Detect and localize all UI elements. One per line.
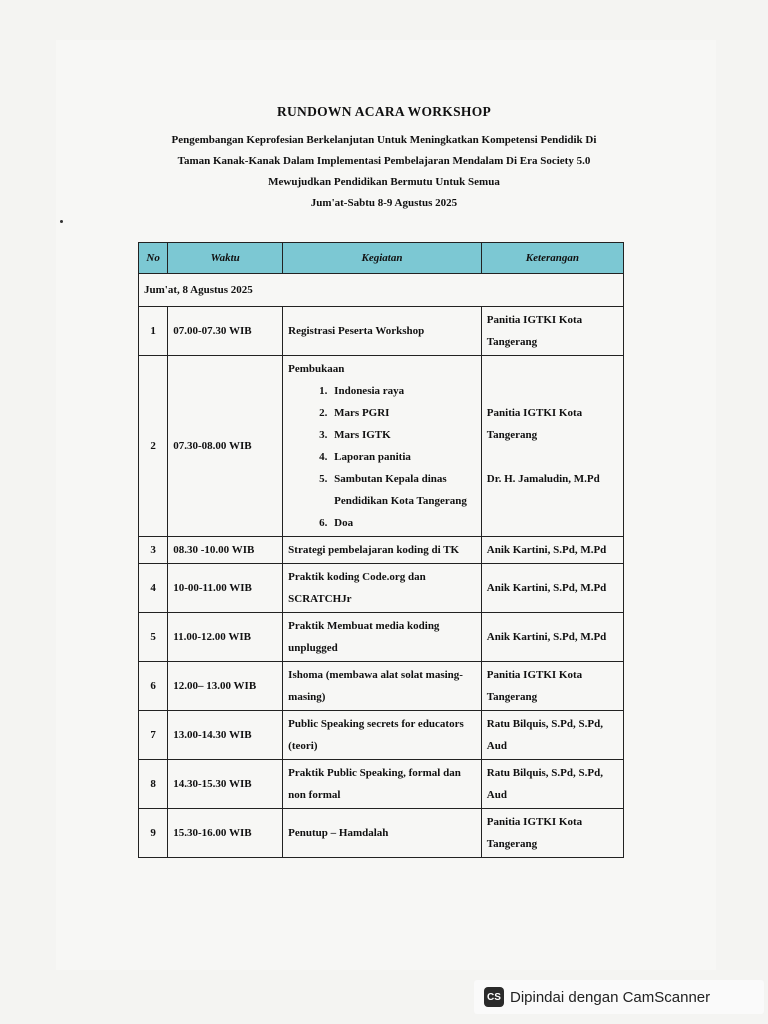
cell-waktu: 15.30-16.00 WIB bbox=[168, 809, 283, 858]
cell-keterangan bbox=[481, 356, 623, 537]
cell-waktu: 07.30-08.00 WIB bbox=[168, 356, 283, 537]
table-row bbox=[139, 662, 624, 711]
subtitle-line: Taman Kanak-Kanak Dalam Implementasi Pembelajaran Mendalam Di Era Society 5.0 bbox=[177, 155, 591, 167]
cell-kegiatan: Public Speaking secrets for educators (teori) bbox=[283, 711, 482, 760]
rundown-table bbox=[138, 242, 624, 858]
cell-waktu: 10-00-11.00 WIB bbox=[168, 564, 283, 613]
event-date: Jum'at-Sabtu 8-9 Agustus 2025 bbox=[310, 197, 458, 209]
cell-no: 4 bbox=[139, 564, 168, 613]
keterangan-committee: Panitia IGTKI Kota Tangerang bbox=[486, 407, 583, 441]
header-keterangan: Keterangan bbox=[481, 243, 623, 274]
table-row bbox=[139, 537, 624, 564]
document-subtitle bbox=[0, 130, 768, 214]
day-label: Jum'at, 8 Agustus 2025 bbox=[139, 274, 624, 307]
cell-keterangan: Panitia IGTKI Kota Tangerang bbox=[481, 307, 623, 356]
cell-waktu: 12.00– 13.00 WIB bbox=[168, 662, 283, 711]
agenda-item: 5. Sambutan Kepala dinas Pendidikan Kota Tangerang bbox=[330, 468, 476, 512]
agenda-item: 1. Indonesia raya bbox=[330, 380, 476, 402]
keterangan-official: Dr. H. Jamaludin, M.Pd bbox=[486, 473, 600, 485]
cell-no: 5 bbox=[139, 613, 168, 662]
camscanner-watermark bbox=[474, 980, 764, 1014]
document-title: RUNDOWN ACARA WORKSHOP bbox=[276, 104, 492, 119]
agenda-item: 6. Doa bbox=[330, 512, 476, 534]
table-row bbox=[139, 613, 624, 662]
table-row bbox=[139, 809, 624, 858]
header-kegiatan: Kegiatan bbox=[283, 243, 482, 274]
cell-kegiatan: Praktik Public Speaking, formal dan non formal bbox=[283, 760, 482, 809]
opening-label: Pembukaan bbox=[288, 363, 345, 375]
scan-speck bbox=[60, 220, 63, 223]
cell-no: 3 bbox=[139, 537, 168, 564]
day-row bbox=[139, 274, 624, 307]
cell-waktu: 14.30-15.30 WIB bbox=[168, 760, 283, 809]
agenda-item: 3. Mars IGTK bbox=[330, 424, 476, 446]
subtitle-line: Mewujudkan Pendidikan Bermutu Untuk Semua bbox=[268, 176, 500, 188]
cell-no: 2 bbox=[139, 356, 168, 537]
cell-keterangan: Anik Kartini, S.Pd, M.Pd bbox=[481, 537, 623, 564]
agenda-item: 4. Laporan panitia bbox=[330, 446, 476, 468]
opening-agenda-list bbox=[288, 380, 476, 534]
cell-keterangan: Ratu Bilquis, S.Pd, S.Pd, Aud bbox=[481, 711, 623, 760]
cell-keterangan: Panitia IGTKI Kota Tangerang bbox=[481, 809, 623, 858]
cell-no: 6 bbox=[139, 662, 168, 711]
cell-keterangan: Panitia IGTKI Kota Tangerang bbox=[481, 662, 623, 711]
table-row bbox=[139, 760, 624, 809]
cell-waktu: 08.30 -10.00 WIB bbox=[168, 537, 283, 564]
cell-kegiatan: Praktik Membuat media koding unplugged bbox=[283, 613, 482, 662]
cell-kegiatan: Strategi pembelajaran koding di TK bbox=[283, 537, 482, 564]
cell-kegiatan bbox=[283, 356, 482, 537]
cell-waktu: 11.00-12.00 WIB bbox=[168, 613, 283, 662]
table-row bbox=[139, 307, 624, 356]
cell-waktu: 07.00-07.30 WIB bbox=[168, 307, 283, 356]
cell-no: 8 bbox=[139, 760, 168, 809]
camscanner-icon: CS bbox=[484, 987, 504, 1007]
cell-no: 9 bbox=[139, 809, 168, 858]
cell-keterangan: Anik Kartini, S.Pd, M.Pd bbox=[481, 564, 623, 613]
table-header-row bbox=[139, 243, 624, 274]
cell-keterangan: Anik Kartini, S.Pd, M.Pd bbox=[481, 613, 623, 662]
subtitle-line: Pengembangan Keprofesian Berkelanjutan Untuk Meningkatkan Kompetensi Pendidik Di bbox=[171, 134, 597, 146]
agenda-item: 2. Mars PGRI bbox=[330, 402, 476, 424]
cell-keterangan: Ratu Bilquis, S.Pd, S.Pd, Aud bbox=[481, 760, 623, 809]
cell-no: 7 bbox=[139, 711, 168, 760]
cell-no: 1 bbox=[139, 307, 168, 356]
cell-kegiatan: Registrasi Peserta Workshop bbox=[283, 307, 482, 356]
cell-kegiatan: Penutup – Hamdalah bbox=[283, 809, 482, 858]
table-row bbox=[139, 711, 624, 760]
cell-kegiatan: Praktik koding Code.org dan SCRATCHJr bbox=[283, 564, 482, 613]
cell-kegiatan: Ishoma (membawa alat solat masing-masing) bbox=[283, 662, 482, 711]
document-header bbox=[0, 104, 768, 214]
cell-waktu: 13.00-14.30 WIB bbox=[168, 711, 283, 760]
header-no: No bbox=[139, 243, 168, 274]
table-row bbox=[139, 356, 624, 537]
table-row bbox=[139, 564, 624, 613]
camscanner-label: Dipindai dengan CamScanner bbox=[510, 988, 711, 1006]
header-waktu: Waktu bbox=[168, 243, 283, 274]
